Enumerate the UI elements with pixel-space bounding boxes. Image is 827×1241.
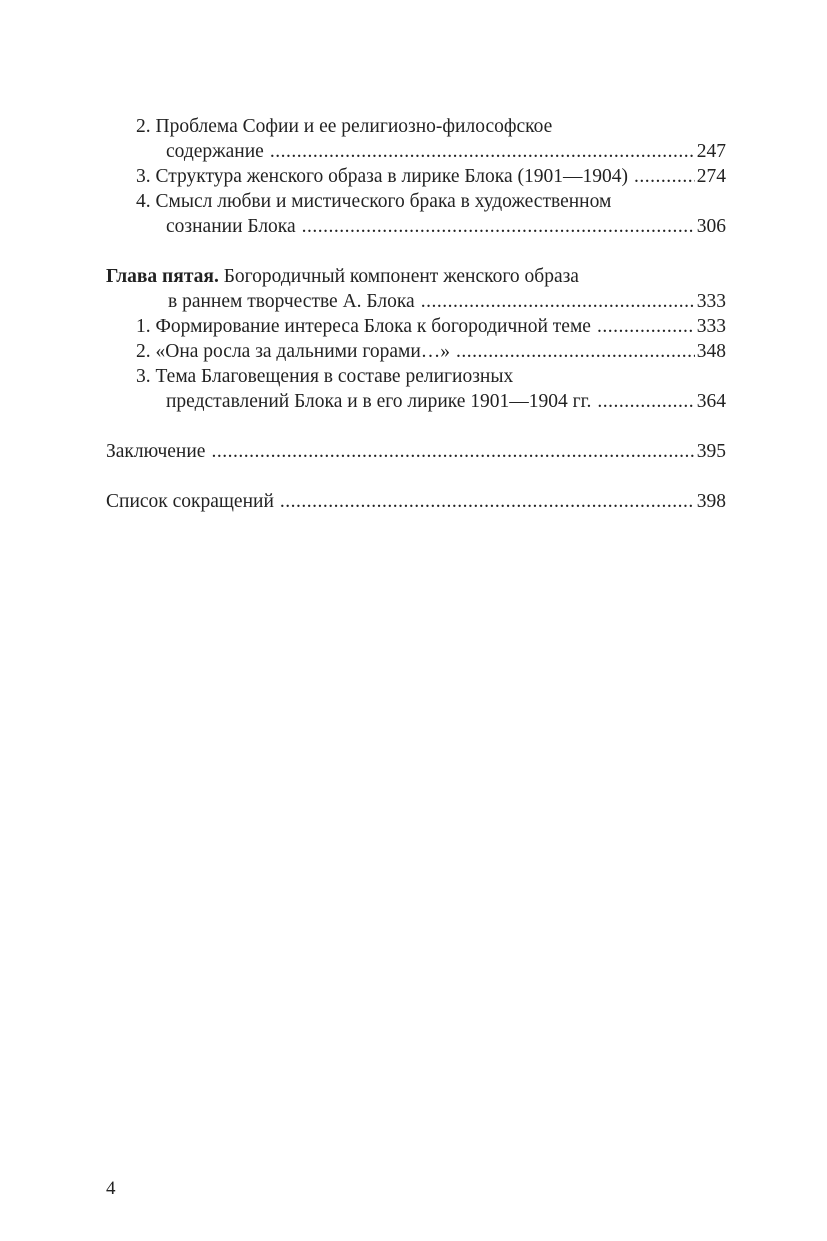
toc-entry-title: 2. Проблема Софии и ее религиозно-философское: [136, 116, 553, 137]
toc-entry-title: 4. Смысл любви и мистического брака в художественном: [136, 191, 612, 212]
dot-leader: [280, 489, 695, 514]
toc-entry-line: [106, 389, 726, 414]
toc-entry-line: [106, 164, 726, 189]
toc-entry-line: [106, 314, 726, 339]
page-number: 4: [106, 1178, 116, 1199]
chapter-title: в раннем творчестве А. Блока: [168, 291, 415, 312]
toc-page-number: 333: [696, 316, 726, 337]
toc-entry-title: содержание: [166, 141, 264, 162]
toc-page-number: 333: [696, 291, 726, 312]
table-of-contents: [106, 114, 726, 514]
toc-page-number: 398: [696, 491, 726, 512]
toc-page-number: 348: [696, 341, 726, 362]
dot-leader: [211, 439, 694, 464]
toc-page-number: 395: [696, 441, 726, 462]
toc-entry-title: Заключение: [106, 441, 206, 462]
spacer: [106, 414, 726, 439]
dot-leader: [597, 389, 694, 414]
chapter-label: Глава пятая.: [106, 266, 219, 287]
dot-leader: [597, 314, 695, 339]
toc-page-number: 274: [696, 166, 726, 187]
toc-entry-line: [106, 489, 726, 514]
toc-entry-line: [106, 289, 726, 314]
dot-leader: [302, 214, 695, 239]
dot-leader: [634, 164, 695, 189]
toc-page-number: 364: [696, 391, 726, 412]
toc-page-number: 306: [696, 216, 726, 237]
dot-leader: [456, 339, 695, 364]
toc-entry-title: 3. Структура женского образа в лирике Блока (1901—1904): [136, 166, 628, 187]
toc-entry-line: [106, 139, 726, 164]
toc-entry-line: [106, 339, 726, 364]
toc-entry-line: [106, 189, 726, 214]
toc-entry-title: 2. «Она росла за дальними горами…»: [136, 341, 451, 362]
toc-entry-line: [106, 114, 726, 139]
toc-page-number: 247: [696, 141, 726, 162]
dot-leader: [270, 139, 695, 164]
toc-entry-title: 1. Формирование интереса Блока к богородичной теме: [136, 316, 591, 337]
toc-entry-line: [106, 439, 726, 464]
spacer: [106, 239, 726, 264]
toc-entry-title: представлений Блока и в его лирике 1901—1904 гг.: [166, 391, 592, 412]
toc-chapter-heading: [106, 264, 726, 289]
dot-leader: [421, 289, 695, 314]
chapter-title: Богородичный компонент женского образа: [223, 266, 579, 287]
toc-entry-title: Список сокращений: [106, 491, 274, 512]
spacer: [106, 464, 726, 489]
toc-entry-title: 3. Тема Благовещения в составе религиозных: [136, 366, 514, 387]
toc-entry-line: [106, 214, 726, 239]
toc-entry-title: сознании Блока: [166, 216, 296, 237]
toc-entry-line: [106, 364, 726, 389]
